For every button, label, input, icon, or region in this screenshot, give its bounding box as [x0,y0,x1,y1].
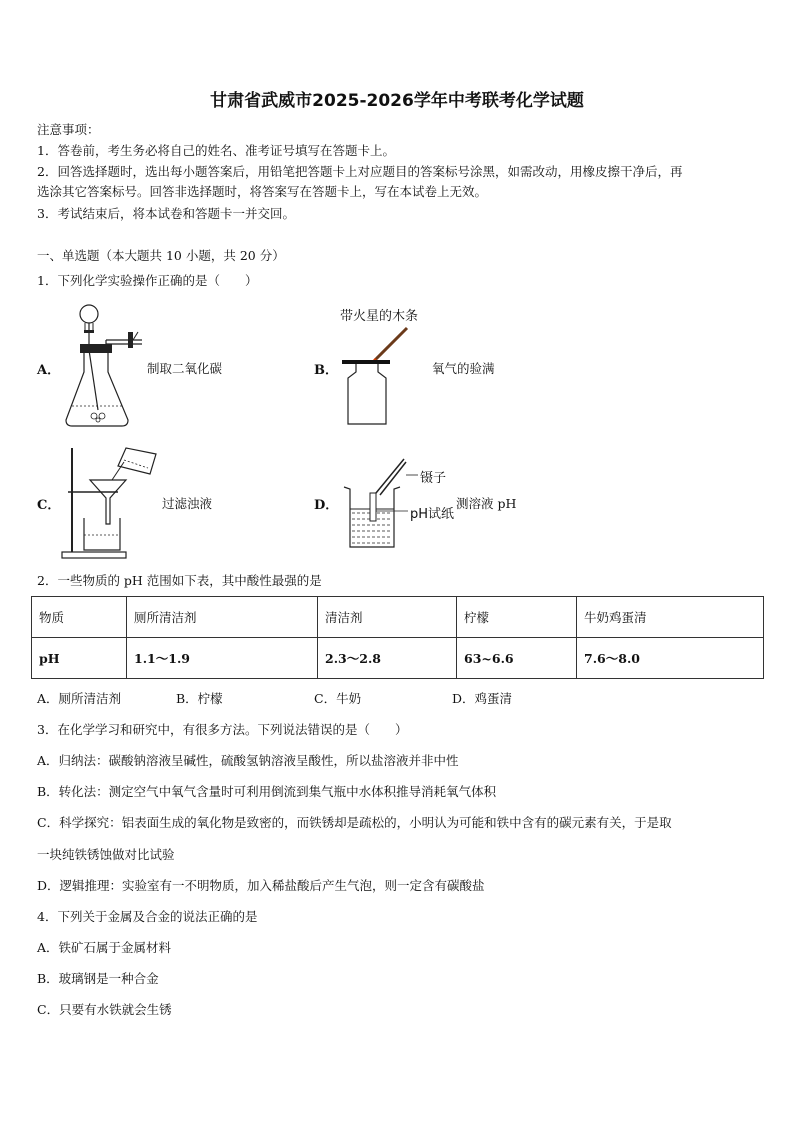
gas-bottle-figure [340,322,420,432]
erlenmeyer-apparatus-figure [62,302,152,432]
q3-option-b: B．转化法：测定空气中氧气含量时可利用倒流到集气瓶中水体积推导消耗氧气体积 [37,784,497,799]
table-row [32,597,764,638]
q3-stem: 3．在化学学习和研究中，有很多方法。下列说法错误的是（ ） [37,722,408,737]
table-cell: 1.1～1.9 [127,638,318,679]
q2-option-d: D．鸡蛋清 [452,691,513,706]
b-figure-label: 带火星的木条 [340,309,419,324]
notice-item-3: 3．考试结束后，将本试卷和答题卡一并交回。 [37,206,295,221]
q1-option-b-text: 氧气的验满 [432,361,495,376]
q1-option-c-label: C． [37,498,61,513]
q1-option-c-text: 过滤浊液 [162,496,213,511]
table-cell: 清洁剂 [318,597,457,638]
page-title: 甘肃省武威市2025-2026学年中考联考化学试题 [210,91,584,111]
table-cell: 牛奶鸡蛋清 [577,597,764,638]
table-cell: 2.3～2.8 [318,638,457,679]
q1-option-d-text: 测溶液 pH [456,496,517,511]
notice-item-1: 1．答卷前，考生务必将自己的姓名、准考证号填写在答题卡上。 [37,143,395,158]
notice-item-2-cont: 选涂其它答案标号。回答非选择题时，将答案写在答题卡上，写在本试卷上无效。 [37,184,488,199]
filtration-figure [60,440,170,565]
ph-paper-label: pH试纸 [410,507,455,522]
q4-option-a: A．铁矿石属于金属材料 [37,940,172,955]
table-row [32,638,764,679]
ph-table [31,596,764,679]
q1-option-d-label: D． [314,498,339,513]
q1-option-a-label: A． [37,363,61,378]
q4-stem: 4．下列关于金属及合金的说法正确的是 [37,909,258,924]
q2-option-c: C．牛奶 [314,691,362,706]
q2-stem: 2．一些物质的 pH 范围如下表，其中酸性最强的是 [37,573,322,588]
table-cell: 63~6.6 [457,638,577,679]
q3-option-d: D．逻辑推理：实验室有一不明物质，加入稀盐酸后产生气泡，则一定含有碳酸盐 [37,878,485,893]
q3-option-a: A．归纳法：碳酸钠溶液呈碱性，硫酸氢钠溶液呈酸性，所以盐溶液并非中性 [37,753,459,768]
notice-heading: 注意事项： [37,122,100,137]
section-heading: 一、单选题（本大题共 10 小题，共 20 分） [37,248,285,263]
table-cell: 7.6～8.0 [577,638,764,679]
q1-option-b-label: B． [314,363,338,378]
tweezers-label: 镊子 [420,471,447,486]
table-cell: 柠檬 [457,597,577,638]
q2-option-b: B．柠檬 [176,691,223,706]
table-cell: pH [32,638,127,679]
q3-option-c-cont: 一块纯铁锈蚀做对比试验 [37,847,175,862]
ph-test-figure [340,455,420,555]
table-cell: 物质 [32,597,127,638]
q1-option-a-text: 制取二氧化碳 [147,361,223,376]
table-cell: 厕所清洁剂 [127,597,318,638]
q3-option-c: C．科学探究：铝表面生成的氧化物是致密的，而铁锈却是疏松的，小明认为可能和铁中含有的碳元素有关，于是取 [37,815,672,830]
q1-stem: 1．下列化学实验操作正确的是（ ） [37,273,258,288]
q4-option-b: B．玻璃钢是一种合金 [37,971,159,986]
notice-item-2: 2．回答选择题时，选出每小题答案后，用铅笔把答题卡上对应题目的答案标号涂黑，如需改动，用橡皮擦干净后，再 [37,164,683,179]
q4-option-c: C．只要有水铁就会生锈 [37,1002,172,1017]
q2-option-a: A．厕所清洁剂 [37,691,122,706]
